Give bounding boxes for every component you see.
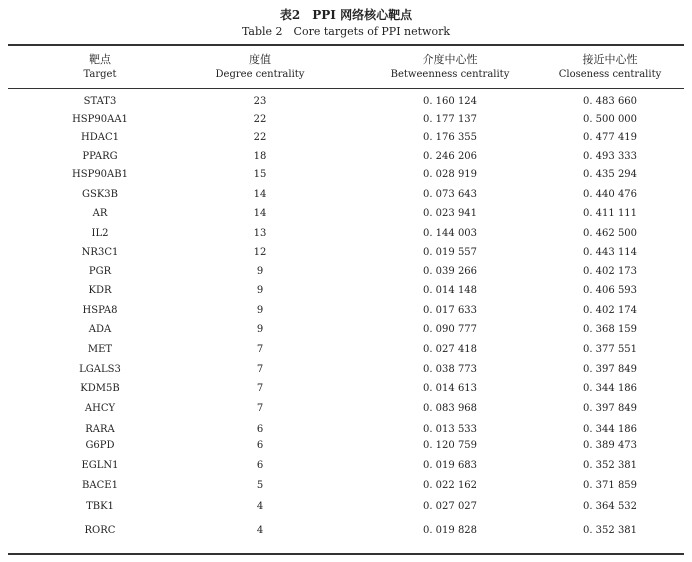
closeness-cell: 0. 402 173 [582, 266, 638, 277]
target-cell: HDAC1 [81, 132, 119, 143]
degree-cell: 9 [256, 305, 264, 316]
table-row [0, 364, 692, 378]
table-row [0, 525, 692, 539]
degree-cell: 5 [256, 480, 264, 491]
degree-cell: 22 [253, 132, 267, 143]
table-row [0, 266, 692, 280]
degree-cell: 18 [253, 151, 267, 162]
header-betweenness-en: Betweenness centrality [390, 69, 510, 80]
degree-cell: 15 [253, 169, 267, 180]
header-closeness-en: Closeness centrality [558, 69, 662, 80]
table-row [0, 501, 692, 515]
table-row [0, 324, 692, 338]
betweenness-cell: 0. 246 206 [422, 151, 478, 162]
closeness-cell: 0. 344 186 [582, 424, 638, 435]
closeness-cell: 0. 483 660 [582, 96, 638, 107]
closeness-cell: 0. 364 532 [582, 501, 638, 512]
degree-cell: 7 [256, 383, 264, 394]
betweenness-cell: 0. 144 003 [422, 228, 478, 239]
degree-cell: 6 [256, 424, 264, 435]
table-row [0, 208, 692, 222]
closeness-cell: 0. 440 476 [582, 189, 638, 200]
closeness-cell: 0. 352 381 [582, 525, 638, 536]
target-cell: KDM5B [80, 383, 120, 394]
target-cell: HSPA8 [82, 305, 118, 316]
table-row [0, 247, 692, 261]
table-row [0, 189, 692, 203]
degree-cell: 23 [253, 96, 267, 107]
target-cell: KDR [88, 285, 112, 296]
table-caption-en: Table 2 Core targets of PPI network [241, 25, 451, 38]
degree-cell: 4 [256, 501, 264, 512]
header-degree-cn: 度值 [249, 53, 271, 66]
closeness-cell: 0. 411 111 [582, 208, 638, 219]
table-row [0, 305, 692, 319]
table-row [0, 440, 692, 454]
betweenness-cell: 0. 019 557 [422, 247, 478, 258]
betweenness-cell: 0. 083 968 [422, 403, 478, 414]
degree-cell: 7 [256, 344, 264, 355]
betweenness-cell: 0. 028 919 [422, 169, 478, 180]
header-target-cn: 靶点 [89, 53, 111, 66]
target-cell: HSP90AA1 [72, 114, 128, 125]
table-row [0, 151, 692, 165]
degree-cell: 9 [256, 285, 264, 296]
table-row [0, 96, 692, 110]
betweenness-cell: 0. 019 683 [422, 460, 478, 471]
target-cell: NR3C1 [81, 247, 119, 258]
closeness-cell: 0. 443 114 [582, 247, 638, 258]
betweenness-cell: 0. 019 828 [422, 525, 478, 536]
target-cell: IL2 [91, 228, 109, 239]
table-row [0, 403, 692, 417]
degree-cell: 13 [253, 228, 267, 239]
betweenness-cell: 0. 023 941 [422, 208, 478, 219]
degree-cell: 22 [253, 114, 267, 125]
betweenness-cell: 0. 176 355 [422, 132, 478, 143]
table-row [0, 169, 692, 183]
table-row [0, 114, 692, 128]
table-row [0, 344, 692, 358]
closeness-cell: 0. 402 174 [582, 305, 638, 316]
degree-cell: 9 [256, 266, 264, 277]
header-degree-en: Degree centrality [215, 69, 305, 80]
target-cell: AHCY [84, 403, 116, 414]
closeness-cell: 0. 397 849 [582, 403, 638, 414]
closeness-cell: 0. 371 859 [582, 480, 638, 491]
degree-cell: 6 [256, 440, 264, 451]
target-cell: BACE1 [82, 480, 118, 491]
target-cell: PPARG [82, 151, 118, 162]
target-cell: HSP90AB1 [72, 169, 128, 180]
closeness-cell: 0. 344 186 [582, 383, 638, 394]
betweenness-cell: 0. 022 162 [422, 480, 478, 491]
target-cell: TBK1 [86, 501, 114, 512]
closeness-cell: 0. 462 500 [582, 228, 638, 239]
table-bottom-rule [8, 553, 684, 555]
target-cell: EGLN1 [81, 460, 119, 471]
betweenness-cell: 0. 177 137 [422, 114, 478, 125]
betweenness-cell: 0. 073 643 [422, 189, 478, 200]
target-cell: RORC [84, 525, 116, 536]
betweenness-cell: 0. 120 759 [422, 440, 478, 451]
betweenness-cell: 0. 039 266 [422, 266, 478, 277]
table-row [0, 460, 692, 474]
table-row [0, 132, 692, 146]
betweenness-cell: 0. 014 613 [422, 383, 478, 394]
degree-cell: 4 [256, 525, 264, 536]
betweenness-cell: 0. 090 777 [422, 324, 478, 335]
header-betweenness-cn: 介度中心性 [422, 53, 478, 66]
betweenness-cell: 0. 017 633 [422, 305, 478, 316]
betweenness-cell: 0. 038 773 [422, 364, 478, 375]
degree-cell: 7 [256, 403, 264, 414]
closeness-cell: 0. 377 551 [582, 344, 638, 355]
degree-cell: 14 [253, 189, 267, 200]
closeness-cell: 0. 477 419 [582, 132, 638, 143]
target-cell: ADA [88, 324, 112, 335]
degree-cell: 6 [256, 460, 264, 471]
degree-cell: 14 [253, 208, 267, 219]
closeness-cell: 0. 435 294 [582, 169, 638, 180]
table-row [0, 285, 692, 299]
degree-cell: 7 [256, 364, 264, 375]
betweenness-cell: 0. 027 027 [422, 501, 478, 512]
degree-cell: 9 [256, 324, 264, 335]
betweenness-cell: 0. 027 418 [422, 344, 478, 355]
target-cell: AR [92, 208, 108, 219]
target-cell: STAT3 [83, 96, 117, 107]
header-target-en: Target [83, 69, 117, 80]
target-cell: GSK3B [81, 189, 119, 200]
closeness-cell: 0. 397 849 [582, 364, 638, 375]
closeness-cell: 0. 368 159 [582, 324, 638, 335]
table-row [0, 228, 692, 242]
closeness-cell: 0. 406 593 [582, 285, 638, 296]
target-cell: MET [87, 344, 113, 355]
header-closeness-cn: 接近中心性 [582, 53, 638, 66]
closeness-cell: 0. 389 473 [582, 440, 638, 451]
target-cell: PGR [88, 266, 112, 277]
closeness-cell: 0. 500 000 [582, 114, 638, 125]
table-row [0, 424, 692, 438]
target-cell: G6PD [85, 440, 115, 451]
closeness-cell: 0. 352 381 [582, 460, 638, 471]
target-cell: LGALS3 [79, 364, 121, 375]
betweenness-cell: 0. 013 533 [422, 424, 478, 435]
betweenness-cell: 0. 014 148 [422, 285, 478, 296]
table-row [0, 480, 692, 494]
table-caption-cn: 表2 PPI 网络核心靶点 [279, 8, 413, 22]
betweenness-cell: 0. 160 124 [422, 96, 478, 107]
table-row [0, 383, 692, 397]
closeness-cell: 0. 493 333 [582, 151, 638, 162]
degree-cell: 12 [253, 247, 267, 258]
target-cell: RARA [85, 424, 115, 435]
